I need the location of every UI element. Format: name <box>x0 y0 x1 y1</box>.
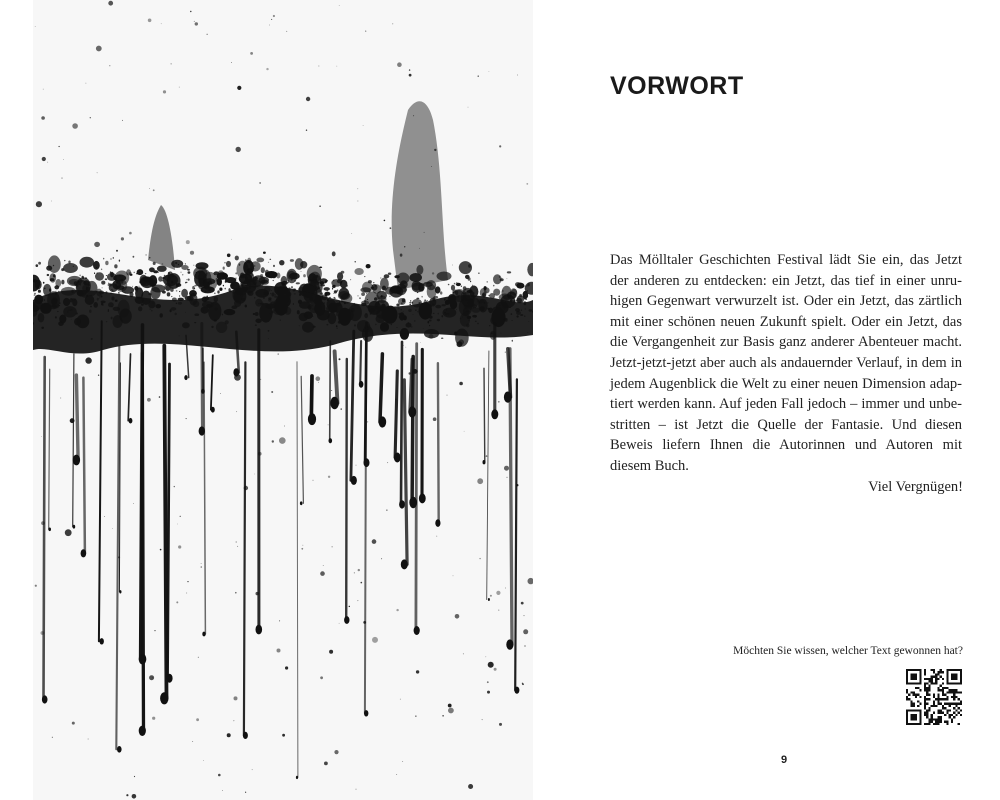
page-number: 9 <box>781 754 788 766</box>
ink-splatter-artwork <box>33 0 533 800</box>
signoff-text: Viel Vergnügen! <box>868 479 963 495</box>
qr-prompt-text: Möchten Sie wissen, welcher Text gewonnen hat? <box>733 645 963 657</box>
qr-code[interactable] <box>906 669 962 725</box>
qr-code-icon <box>906 669 962 725</box>
page-title: VORWORT <box>610 72 744 100</box>
ink-splatter-illustration <box>33 0 533 800</box>
foreword-paragraph: Das Mölltaler Geschichten Festival lädt Sie ein, das Jetzt der anderen zu entdecken: ein Jetzt, das tief in einer unruhigen Gegenwart verwurzelt ist. Oder ein Jetzt, das zärtlich mit einer schönen neuen Zukunft spielt. Oder ein Jetzt, das die Vergangenheit zur Basis ganz anderer Abenteuer macht. Jetzt-jetzt-jetzt aber auch als andauernder Verlauf, in dem in jedem Augenblick die Welt zu einer neuen Dimension adaptiert werden kann. Auf jeden Fall jedoch – immer und unbestritten – ist Jetzt die Quelle der Fantasie. Und diesen Beweis liefern Ihnen die Autorinnen und Autoren mit diesem Buch. <box>610 252 962 474</box>
